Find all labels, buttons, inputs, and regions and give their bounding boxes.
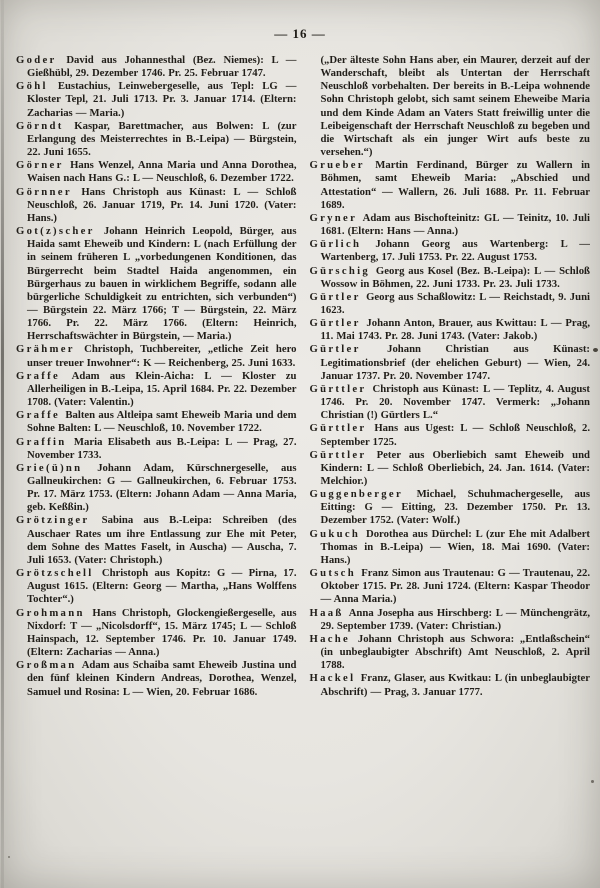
scan-artifact — [8, 856, 10, 858]
register-entry: Görner Hans Wenzel, Anna Maria und Anna Dorothea, Waisen nach Hans G.: L — Neuschloß, 6. Dezember 1722. — [16, 159, 297, 185]
register-entry: Görnner Hans Christoph aus Künast: L — Schloß Neuschloß, 26. Januar 1719, Pr. 14. Juni 1720. (Vater: Hans.) — [16, 185, 297, 224]
register-entry: Guggenberger Michael, Schuhmachergeselle, aus Eitting: G — Eitting, 23. Dezember 1750. Pr. 13. Dezember 1752. (Vater: Wolf.) — [309, 488, 590, 527]
entry-surname: Guggenberger — [309, 488, 403, 501]
register-entry: Graffe Balten aus Altleipa samt Eheweib Maria und dem Sohne Balten: L — Neuschloß, 10. November 1722. — [16, 409, 297, 435]
register-entry: Goder David aus Johannesthal (Bez. Niemes): L — Gießhübl, 29. Dezember 1746. Pr. 25. Februar 1747. — [16, 54, 297, 80]
entry-surname: Görner — [16, 159, 64, 172]
entry-surname: Gürtler — [309, 290, 361, 303]
entry-surname: Grueber — [309, 159, 365, 172]
entry-surname: Gürschig — [309, 264, 371, 277]
entry-surname: Görnner — [16, 185, 72, 198]
entry-surname: Grähmer — [16, 343, 75, 356]
register-entry: Gürttler Peter aus Oberliebich samt Eheweib und Kindern: L — Schloß Oberliebich, 24. Jan. 1614. (Vater: Melchior.) — [309, 448, 590, 487]
entry-surname: Großman — [16, 659, 77, 672]
register-entry: Gürttler Hans aus Ugest: L — Schloß Neuschloß, 2. September 1725. — [309, 422, 590, 448]
entry-surname: Gürttler — [309, 382, 367, 395]
scan-edge-shadow — [1, 0, 4, 888]
entry-surname: Hache — [309, 632, 351, 645]
register-entry: Gryner Adam aus Bischofteinitz: GL — Teinitz, 10. Juli 1681. (Eltern: Hans — Anna.) — [309, 211, 590, 238]
entry-surname: Gukuch — [309, 527, 361, 540]
register-entry: Grueber Martin Ferdinand, Bürger zu Wallern in Böhmen, samt Eheweib Maria: „Abschied und Attestation“ — Wallern, 26. Juli 1688. Pr. 11. Februar 1689. — [309, 159, 590, 211]
entry-surname: Göhl — [16, 80, 48, 93]
entry-surname: Grie(ü)nn — [16, 461, 83, 474]
entry-surname: Gürlich — [309, 238, 362, 251]
register-entry: Hackel Franz, Glaser, aus Kwitkau: L (in unbeglaubigter Abschrift) — Prag, 3. Januar 1777. — [309, 672, 590, 698]
register-entry: Grötzinger Sabina aus B.-Leipa: Schreiben (des Auschaer Rates um ihre Entlassung zur Ehe mit Peter, dem Sohne des Mattes Faselt, in Auscha) — Auscha, 7. Juli 1653. (Vater: Christoph.) — [16, 514, 297, 566]
register-entry: Gürtler Johann Christian aus Künast: Legitimationsbrief (der ehelichen Geburt) — Wien, 24. Januar 1737. Pr. 20. November 1747. — [309, 343, 590, 382]
register-entry: Graffe Adam aus Klein-Aicha: L — Kloster zu Allerheiligen in B.-Leipa, 15. April 1684. Pr. 22. Dezember 1708. (Vater: Valentin.) — [16, 369, 297, 409]
register-entry: Grähmer Christoph, Tuchbereiter, „etliche Zeit hero unser treuer Inwohner“: K — Reichenberg, 25. Juni 1633. — [16, 343, 297, 369]
entry-surname: Görndt — [16, 119, 64, 132]
register-entry: Haaß Anna Josepha aus Hirschberg: L — Münchengrätz, 29. September 1739. (Vater: Christian.) — [309, 606, 590, 632]
register-entry: Hache Johann Christoph aus Schwora: „Entlaßschein“ (in unbeglaubigter Abschrift) Amt Neuschloß, 2. April 1788. — [309, 632, 590, 672]
register-entry: Gürschig Georg aus Kosel (Bez. B.-Leipa): L — Schloß Wossow in Böhmen, 22. Juni 1733. Pr. 23. Juli 1733. — [309, 264, 590, 290]
register-entry-continuation: („Der älteste Sohn Hans aber, ein Maurer, derzeit auf der Wanderschaft, bleibt als Untertan der Herrschaft Neuschloß vorbehalten. Der bereits in B.-Leipa wohnende Sohn Christoph gelobt, sich samt seinem Eheweibe Maria und dem Kinde Adam an Vaters Statt freiwillig unter die Leibeigenschaft der Herrschaft Neuschloß zu begeben und die Wirtschaft als ein junger Wirt aufs beste zu versehen.“) — [320, 54, 590, 159]
register-entry: Graffin Maria Elisabeth aus B.-Leipa: L — Prag, 27. November 1733. — [16, 435, 297, 461]
entry-surname: Gürtler — [309, 317, 361, 330]
entry-surname: Gryner — [309, 211, 358, 224]
entry-surname: Grohmann — [16, 606, 85, 619]
entry-surname: Graffe — [16, 409, 61, 422]
register-entry: Göhl Eustachius, Leinwebergeselle, aus Tepl: LG — Kloster Tepl, 21. Juli 1713. Pr. 3. Januar 1714. (Eltern: Zacharias — Maria.) — [16, 80, 297, 119]
entry-surname: Goder — [16, 54, 57, 66]
register-entry: Got(z)scher Johann Heinrich Leopold, Bürger, aus Haida samt Eheweib und Kindern: L (nach Erfüllung der in seinem früheren L „vorbedungenen Konditionen, das Bürgerrecht beim Stadtel Haida angenommen, ein Bürgerhaus zu bauen in wirklichem Begriffe, sodann alle bürgerliche Schuldigkeit zu entrichten, sich verbunden“) — Bürgstein 22. März 1766; T — Bürgstein, 22. März 1766. Pr. 22. März 1766. (Eltern: Heinrich, Herrschaftswächter in Bürgstein, — Maria.) — [16, 225, 297, 343]
scan-artifact — [591, 780, 594, 783]
register-entry: Gutsch Franz Simon aus Trautenau: G — Trautenau, 22. Oktober 1715. Pr. 28. Juni 1724. (Eltern: Kaspar Theodor — Anna Maria.) — [309, 567, 590, 606]
entry-surname: Grötzschell — [16, 567, 94, 580]
register-entry: Grötzschell Christoph aus Kopitz: G — Pirna, 17. August 1615. (Eltern: Georg — Martha, „Hans Wolffens Tochter“.) — [16, 567, 297, 606]
page-number: — 16 — — [274, 26, 326, 41]
two-column-text-block — [0, 54, 600, 699]
entry-surname: Graffin — [16, 435, 67, 448]
entry-surname: Grötzinger — [16, 514, 90, 527]
entry-surname: Got(z)scher — [16, 225, 95, 238]
scan-artifact — [593, 348, 598, 352]
right-column — [310, 54, 591, 699]
register-entry: Grohmann Hans Christoph, Glockengießergeselle, aus Nixdorf: T — „Nicolsdorff“, 15. März 1745; L — Schloß Hainspach, 12. September 1746. Pr. 10. Januar 1749. (Eltern: Zacharias — Anna.) — [16, 606, 297, 659]
register-entry: Gürlich Johann Georg aus Wartenberg: L — Wartenberg, 17. Juli 1753. Pr. 22. August 1753. — [309, 238, 590, 264]
register-entry: Gürtler Johann Anton, Brauer, aus Kwittau: L — Prag, 11. Mai 1743. Pr. 28. Juni 1743. (Vater: Jakob.) — [309, 317, 590, 343]
entry-surname: Haaß — [309, 606, 344, 619]
entry-surname: Gürtler — [309, 343, 361, 356]
register-entry: Görndt Kaspar, Barettmacher, aus Bolwen: L (zur Erlangung des Meisterrechtes in B.-Leipa) — Bürgstein, 22. Juni 1655. — [16, 119, 297, 159]
entry-surname: Gürttler — [309, 448, 367, 461]
register-entry: Grie(ü)nn Johann Adam, Kürschnergeselle, aus Gallneukirchen: G — Gallneukirchen, 6. Februar 1753. Pr. 17. März 1753. (Eltern: Johann Adam — Anna Maria, geb. Keßßin.) — [16, 461, 297, 514]
entry-surname: Gürttler — [309, 422, 367, 435]
entry-surname: Gutsch — [309, 567, 356, 580]
register-entry: Gürttler Christoph aus Künast: L — Teplitz, 4. August 1746. Pr. 20. November 1747. Vermerk: „Johann Christian (!) Gürtlers L.“ — [309, 382, 590, 422]
register-entry: Gukuch Dorothea aus Dürchel: L (zur Ehe mit Adalbert Thomas in B.-Leipa) — Wien, 18. Mai 1690. (Vater: Hans.) — [309, 527, 590, 566]
entry-surname: Graffe — [16, 369, 61, 382]
left-column — [16, 54, 297, 699]
entry-surname: Hackel — [309, 672, 356, 685]
register-entry: Großman Adam aus Schaiba samt Eheweib Justina und den fünf kleinen Kindern Andreas, Dorothea, Wenzel, Samuel und Rosina: L — Wien, 20. Februar 1686. — [16, 659, 297, 698]
register-entry: Gürtler Georg aus Schaßlowitz: L — Reichstadt, 9. Juni 1623. — [309, 290, 590, 316]
